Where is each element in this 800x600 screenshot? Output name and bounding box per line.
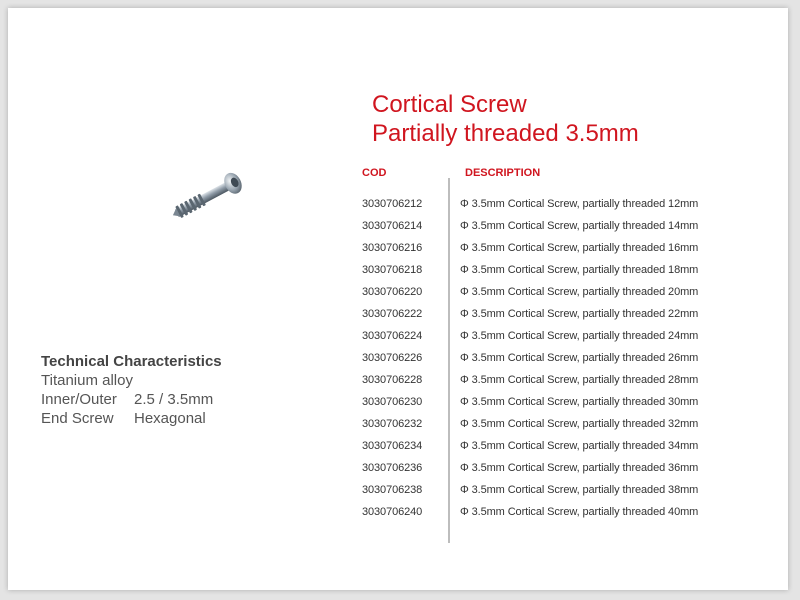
row-description: Φ 3.5mm Cortical Screw, partially threaded 38mm (460, 484, 699, 496)
row-code: 3030706234 (362, 440, 423, 452)
row-code: 3030706236 (362, 462, 423, 474)
row-code: 3030706212 (362, 198, 423, 210)
row-code: 3030706218 (362, 264, 423, 276)
row-code: 3030706214 (362, 220, 423, 232)
tech-row-value: Hexagonal (134, 410, 206, 427)
table-row (362, 242, 762, 264)
row-description: Φ 3.5mm Cortical Screw, partially threaded 28mm (460, 374, 699, 386)
row-code: 3030706230 (362, 396, 423, 408)
row-description: Φ 3.5mm Cortical Screw, partially threaded 30mm (460, 396, 699, 408)
table-row (362, 396, 762, 418)
row-description: Φ 3.5mm Cortical Screw, partially threaded 18mm (460, 264, 699, 276)
table-row (362, 308, 762, 330)
title-line-2: Partially threaded 3.5mm (372, 120, 639, 147)
row-description: Φ 3.5mm Cortical Screw, partially threaded 36mm (460, 462, 699, 474)
row-description: Φ 3.5mm Cortical Screw, partially threaded 12mm (460, 198, 699, 210)
row-description: Φ 3.5mm Cortical Screw, partially threaded 22mm (460, 308, 699, 320)
row-description: Φ 3.5mm Cortical Screw, partially threaded 34mm (460, 440, 699, 452)
row-description: Φ 3.5mm Cortical Screw, partially threaded 14mm (460, 220, 699, 232)
row-code: 3030706240 (362, 506, 423, 518)
tech-row (41, 409, 222, 428)
row-code: 3030706222 (362, 308, 423, 320)
row-description: Φ 3.5mm Cortical Screw, partially threaded 24mm (460, 330, 699, 342)
table-row (362, 418, 762, 440)
row-code: 3030706220 (362, 286, 423, 298)
row-code: 3030706228 (362, 374, 423, 386)
table-rows (362, 198, 762, 528)
technical-characteristics (41, 352, 222, 428)
row-description: Φ 3.5mm Cortical Screw, partially threaded 26mm (460, 352, 699, 364)
header-code: COD (362, 167, 387, 179)
table-row (362, 330, 762, 352)
header-description: DESCRIPTION (465, 167, 541, 179)
table-row (362, 264, 762, 286)
row-description: Φ 3.5mm Cortical Screw, partially threaded 20mm (460, 286, 699, 298)
row-description: Φ 3.5mm Cortical Screw, partially threaded 16mm (460, 242, 699, 254)
table-row (362, 506, 762, 528)
table-row (362, 374, 762, 396)
table-row (362, 198, 762, 220)
table-row (362, 286, 762, 308)
row-description: Φ 3.5mm Cortical Screw, partially threaded 40mm (460, 506, 699, 518)
product-table (362, 167, 762, 518)
tech-heading: Technical Characteristics (41, 353, 222, 370)
row-code: 3030706216 (362, 242, 423, 254)
table-row (362, 462, 762, 484)
row-code: 3030706232 (362, 418, 423, 430)
table-row (362, 220, 762, 242)
tech-row-label: Inner/Outer (41, 391, 117, 408)
table-row (362, 484, 762, 506)
product-title (372, 90, 639, 148)
row-code: 3030706226 (362, 352, 423, 364)
table-row (362, 352, 762, 374)
tech-material: Titanium alloy (41, 372, 133, 389)
tech-row-label: End Screw (41, 410, 114, 427)
title-line-1: Cortical Screw (372, 91, 527, 118)
tech-row-value: 2.5 / 3.5mm (134, 391, 214, 408)
row-code: 3030706224 (362, 330, 423, 342)
tech-row (41, 390, 222, 409)
row-code: 3030706238 (362, 484, 423, 496)
row-description: Φ 3.5mm Cortical Screw, partially threaded 32mm (460, 418, 699, 430)
cortical-screw-image (158, 166, 258, 226)
table-row (362, 440, 762, 462)
table-header (362, 167, 762, 187)
